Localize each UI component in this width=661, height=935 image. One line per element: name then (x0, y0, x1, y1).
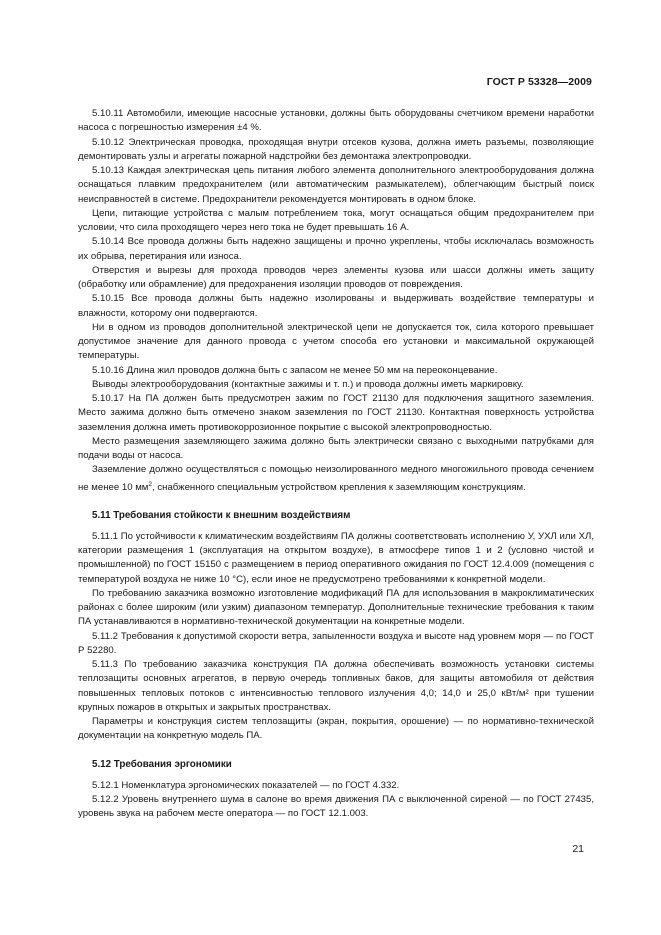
superscript-2: 2 (148, 480, 153, 488)
paragraph-current-limit: Ни в одном из проводов дополнительной электрической цепи не допускается ток, сила которого превышает допустимое значение для данного провода с учетом способа его установки и максимальной окружающей температуры. (78, 321, 594, 362)
grounding-text-before: Заземление должно осуществляться с помощью неизолированного медного многожильного провода сечением не менее 10 мм (78, 464, 594, 493)
paragraph-5-10-14: 5.10.14 Все провода должны быть надежно защищены и прочно укреплены, чтобы исключалась возможность их обрыва, перетирания или износа. (78, 236, 594, 262)
document-body (78, 107, 594, 821)
paragraph-grounding-location: Место размещения заземляющего зажима должно быть электрически связано с выходными патрубками для подачи воды от насоса. (78, 435, 594, 461)
paragraph-5-12-1: 5.12.1 Номенклатура эргономических показателей — по ГОСТ 4.332. (92, 779, 400, 791)
document-header: ГОСТ Р 53328—2009 (486, 76, 592, 88)
paragraph-wire-openings: Отверстия и вырезы для прохода проводов через элементы кузова или шасси должны иметь защиту (обработку или обрамление) для предохранения изоляции проводов от повреждения. (78, 264, 594, 290)
grounding-text-after: , снабженного специальным устройством крепления к заземляющим конструкциям. (152, 481, 526, 493)
paragraph-5-11-3: 5.11.3 По требованию заказчика конструкция ПА должна обеспечивать возможность установки системы теплозащиты основных агрегатов, в первую очередь топливных баков, для защиты автомобиля от действия повышенных тепловых потоков с интенсивностью теплового излучения 4,0; 14,0 и 25,0 кВт/м² при тушении крупных пожаров в открытых и закрытых пространствах. (78, 659, 594, 713)
paragraph-low-current-circuits: Цепи, питающие устройства с малым потреблением тока, могут оснащаться общим предохранителем при условии, что сила проходящего через него тока не будет превышать 16 А. (78, 207, 594, 233)
section-5-11-heading: 5.11 Требования стойкости к внешним воздействиям (92, 509, 351, 521)
paragraph-5-10-12: 5.10.12 Электрическая проводка, проходящая внутри отсеков кузова, должна иметь разъемы, позволяющие демонтировать узлы и агрегаты пожарной надстройки без демонтажа электропроводки. (78, 136, 594, 162)
paragraph-5-10-16: 5.10.16 Длина жил проводов должна быть с запасом не менее 50 мм на переоконцевание. (92, 364, 498, 376)
paragraph-5-10-15: 5.10.15 Все провода должны быть надежно изолированы и выдерживать воздействие температуры и влажности, которому они подвергаются. (78, 293, 594, 319)
paragraph-5-10-17: 5.10.17 На ПА должен быть предусмотрен зажим по ГОСТ 21130 для подключения защитного заземления. Место зажима должно быть отмечено знаком заземления по ГОСТ 21130. Контактная поверхность устройства заземления должна иметь противокоррозионное покрытие с высокой электропроводностью. (78, 393, 594, 433)
paragraph-5-11-2: 5.11.2 Требования к допустимой скорости ветра, запыленности воздуха и высоте над уровнем моря — по ГОСТ Р 52280. (78, 630, 594, 656)
paragraph-grounding-wire (78, 463, 594, 495)
paragraph-terminal-marking: Выводы электрооборудования (контактные зажимы и т. п.) и провода должны иметь маркировку. (92, 378, 524, 390)
paragraph-modifications: По требованию заказчика возможно изготовление модификаций ПА для использования в макроклиматических районах с более широким (или узким) диапазоном температур. Дополнительные технические требования к таким ПА устанавливаются в нормативно-технической документации на конкретные модели. (78, 587, 594, 628)
paragraph-5-10-11: 5.10.11 Автомобили, имеющие насосные установки, должны быть оборудованы счетчиком времени наработки насоса с погрешностью измерения ±4 %. (78, 108, 594, 134)
paragraph-heat-protection: Параметры и конструкция систем теплозащиты (экран, покрытия, орошение) — по нормативно-технической документации на конкретную модель ПА. (78, 716, 594, 742)
paragraph-5-10-13: 5.10.13 Каждая электрическая цепь питания любого элемента дополнительного электрооборудования должна оснащаться плавким предохранителем (или автоматическим размыкателем), облегчающим быстрый поиск неисправностей в системе. Предохранители рекомендуется монтировать в одном блоке. (78, 165, 594, 205)
section-5-12-heading: 5.12 Требования эргономики (92, 758, 232, 770)
paragraph-5-11-1: 5.11.1 По устойчивости к климатическим воздействиям ПА должны соответствовать исполнению У, УХЛ или ХЛ, категории размещения 1 (эксплуатация на открытом воздухе), в атмосфере типов 1 и 2 (условно чистой и промышленной) по ГОСТ 15150 с размещением в период оперативного ожидания по ГОСТ 12.4.009 (помещения с температурой воздуха не ниже 10 °С), если иное не предусмотрено требованиями к конкретной модели. (78, 530, 594, 585)
paragraph-5-12-2: 5.12.2 Уровень внутреннего шума в салоне во время движения ПА с выключенной сиреной — по ГОСТ 27435, уровень звука на рабочем месте оператора — по ГОСТ 12.1.003. (78, 793, 594, 820)
page-number: 21 (572, 843, 584, 855)
